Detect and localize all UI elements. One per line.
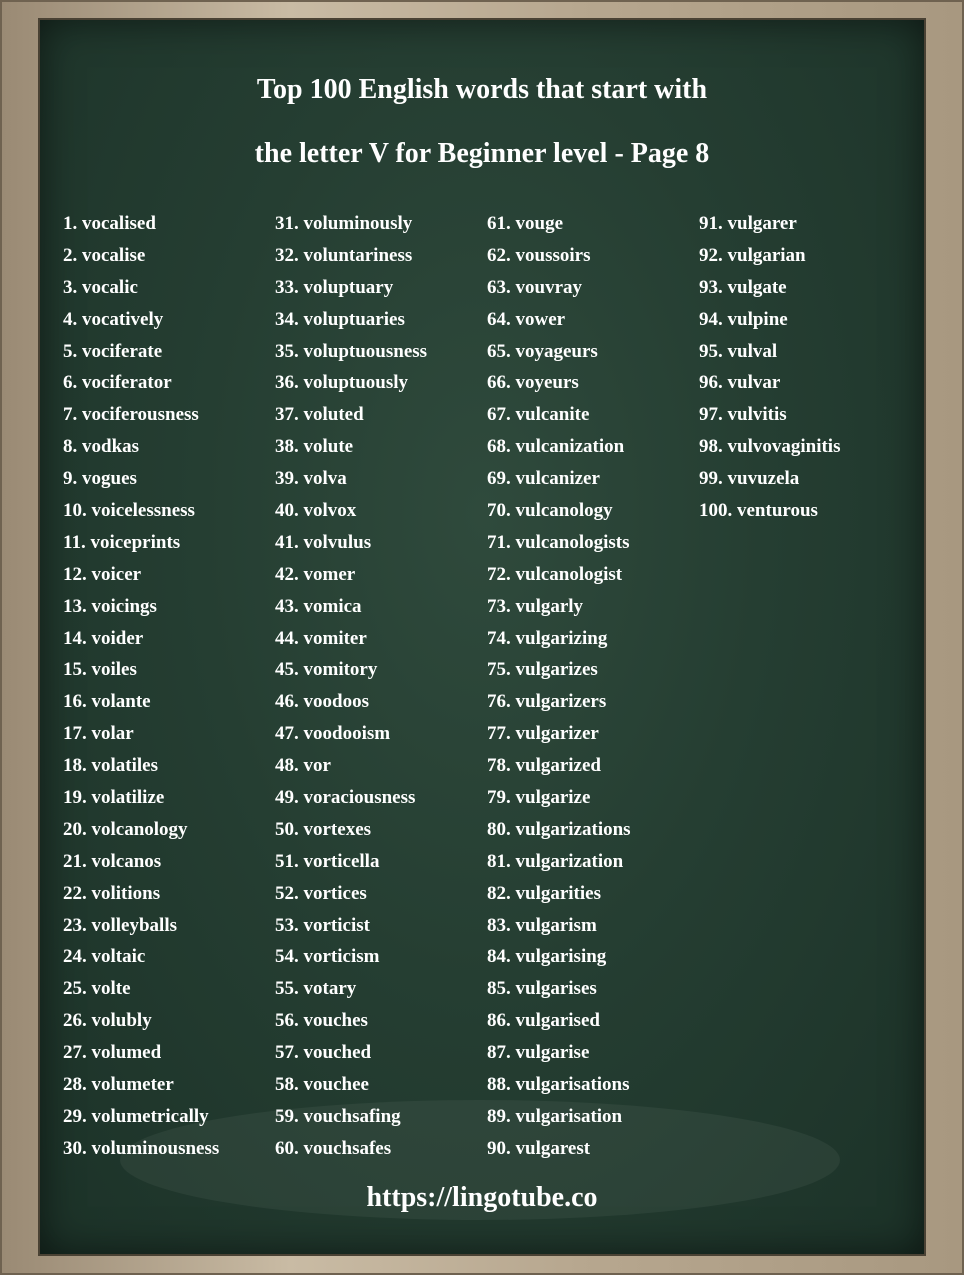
list-item: 55. votary [275, 978, 357, 1000]
list-item: 23. volleyballs [63, 914, 178, 936]
list-item: 71. vulcanologists [487, 531, 630, 553]
list-item: 8. vodkas [63, 436, 140, 458]
list-item: 84. vulgarising [487, 946, 607, 968]
list-item: 46. voodoos [275, 691, 369, 713]
list-item: 99. vuvuzela [699, 468, 800, 490]
list-item: 29. volumetrically [63, 1105, 209, 1127]
list-item: 70. vulcanology [487, 500, 613, 522]
list-item: 90. vulgarest [487, 1137, 591, 1159]
list-item: 98. vulvovaginitis [699, 436, 841, 458]
list-item: 31. voluminously [275, 213, 413, 234]
list-item: 40. volvox [275, 500, 357, 522]
list-item: 9. vogues [63, 468, 137, 490]
list-item: 16. volante [63, 691, 151, 713]
list-item: 48. vor [275, 755, 331, 777]
list-item: 74. vulgarizing [487, 627, 608, 649]
list-item: 62. voussoirs [487, 244, 591, 266]
word-column-4 [699, 208, 840, 527]
list-item: 33. voluptuary [275, 276, 394, 298]
list-item: 25. volte [63, 978, 131, 1000]
list-item: 97. vulvitis [699, 404, 787, 426]
list-item: 22. volitions [63, 882, 161, 904]
list-item: 95. vulval [699, 340, 778, 362]
list-item: 77. vulgarizer [487, 723, 599, 745]
list-item: 32. voluntariness [275, 244, 413, 266]
list-item: 75. vulgarizes [487, 659, 598, 681]
list-item: 57. vouched [275, 1042, 372, 1064]
list-item: 3. vocalic [63, 276, 138, 298]
list-item: 6. vociferator [63, 372, 172, 394]
list-item: 44. vomiter [275, 627, 367, 649]
list-item: 34. voluptuaries [275, 308, 405, 330]
list-item: 61. vouge [487, 213, 563, 234]
list-item: 96. vulvar [699, 372, 781, 394]
word-column-2 [275, 208, 427, 1165]
list-item: 59. vouchsafing [275, 1105, 401, 1127]
list-item: 58. vouchee [275, 1074, 369, 1096]
list-item: 35. voluptuousness [275, 340, 428, 362]
list-item: 60. vouchsafes [275, 1137, 392, 1159]
list-item: 20. volcanology [63, 818, 188, 840]
title-line-1: Top 100 English words that start with [256, 74, 708, 105]
list-item: 36. voluptuously [275, 372, 409, 394]
list-item: 92. vulgarian [699, 244, 806, 266]
list-item: 27. volumed [63, 1042, 162, 1064]
list-item: 69. vulcanizer [487, 468, 600, 490]
list-item: 85. vulgarises [487, 978, 597, 1000]
list-item: 52. vortices [275, 882, 367, 904]
list-item: 72. vulcanologist [487, 563, 623, 585]
list-item: 47. voodooism [275, 723, 391, 745]
list-item: 86. vulgarised [487, 1010, 600, 1032]
list-item: 28. volumeter [63, 1074, 174, 1096]
list-item: 50. vortexes [275, 818, 372, 840]
list-item: 2. vocalise [63, 244, 146, 266]
list-item: 91. vulgarer [699, 213, 797, 234]
list-item: 88. vulgarisations [487, 1074, 630, 1096]
list-item: 15. voiles [63, 659, 137, 681]
list-item: 89. vulgarisation [487, 1105, 623, 1127]
list-item: 66. voyeurs [487, 372, 579, 394]
list-item: 94. vulpine [699, 308, 788, 330]
footer-url: https://lingotube.co [366, 1182, 598, 1213]
list-item: 76. vulgarizers [487, 691, 607, 713]
list-item: 7. vociferousness [63, 404, 199, 426]
list-item: 30. voluminousness [63, 1137, 220, 1159]
list-item: 14. voider [63, 627, 144, 649]
list-item: 1. vocalised [63, 213, 156, 234]
list-item: 26. volubly [63, 1010, 152, 1032]
list-item: 63. vouvray [487, 276, 582, 298]
list-item: 65. voyageurs [487, 340, 598, 362]
list-item: 93. vulgate [699, 276, 787, 298]
list-item: 10. voicelessness [63, 500, 195, 522]
list-item: 100. venturous [699, 500, 818, 522]
list-item: 17. volar [63, 723, 134, 745]
list-item: 11. voiceprints [63, 531, 181, 553]
list-item: 64. vower [487, 308, 566, 330]
list-item: 67. vulcanite [487, 404, 590, 426]
list-item: 83. vulgarism [487, 914, 597, 936]
list-item: 42. vomer [275, 563, 356, 585]
word-column-1 [63, 208, 219, 1165]
list-item: 81. vulgarization [487, 850, 624, 872]
list-item: 24. voltaic [63, 946, 146, 968]
list-item: 5. vociferate [63, 340, 163, 362]
list-item: 37. voluted [275, 404, 364, 426]
list-item: 45. vomitory [275, 659, 378, 681]
list-item: 68. vulcanization [487, 436, 625, 458]
title-line-2: the letter V for Beginner level - Page 8 [254, 138, 710, 169]
list-item: 73. vulgarly [487, 595, 584, 617]
list-item: 18. volatiles [63, 755, 158, 777]
list-item: 41. volvulus [275, 531, 372, 553]
list-item: 38. volute [275, 436, 354, 458]
list-item: 80. vulgarizations [487, 818, 631, 840]
list-item: 13. voicings [63, 595, 157, 617]
list-item: 4. vocatively [63, 308, 164, 330]
list-item: 12. voicer [63, 563, 142, 585]
list-item: 19. volatilize [63, 787, 165, 809]
list-item: 53. vorticist [275, 914, 370, 936]
list-item: 49. voraciousness [275, 787, 416, 809]
word-column-3 [487, 208, 631, 1165]
list-item: 87. vulgarise [487, 1042, 590, 1064]
list-item: 54. vorticism [275, 946, 380, 968]
list-item: 39. volva [275, 468, 347, 490]
list-item: 78. vulgarized [487, 755, 601, 777]
list-item: 56. vouches [275, 1010, 368, 1032]
list-item: 82. vulgarities [487, 882, 601, 904]
list-item: 43. vomica [275, 595, 362, 617]
list-item: 79. vulgarize [487, 787, 591, 809]
list-item: 21. volcanos [63, 850, 162, 872]
list-item: 51. vorticella [275, 850, 380, 872]
